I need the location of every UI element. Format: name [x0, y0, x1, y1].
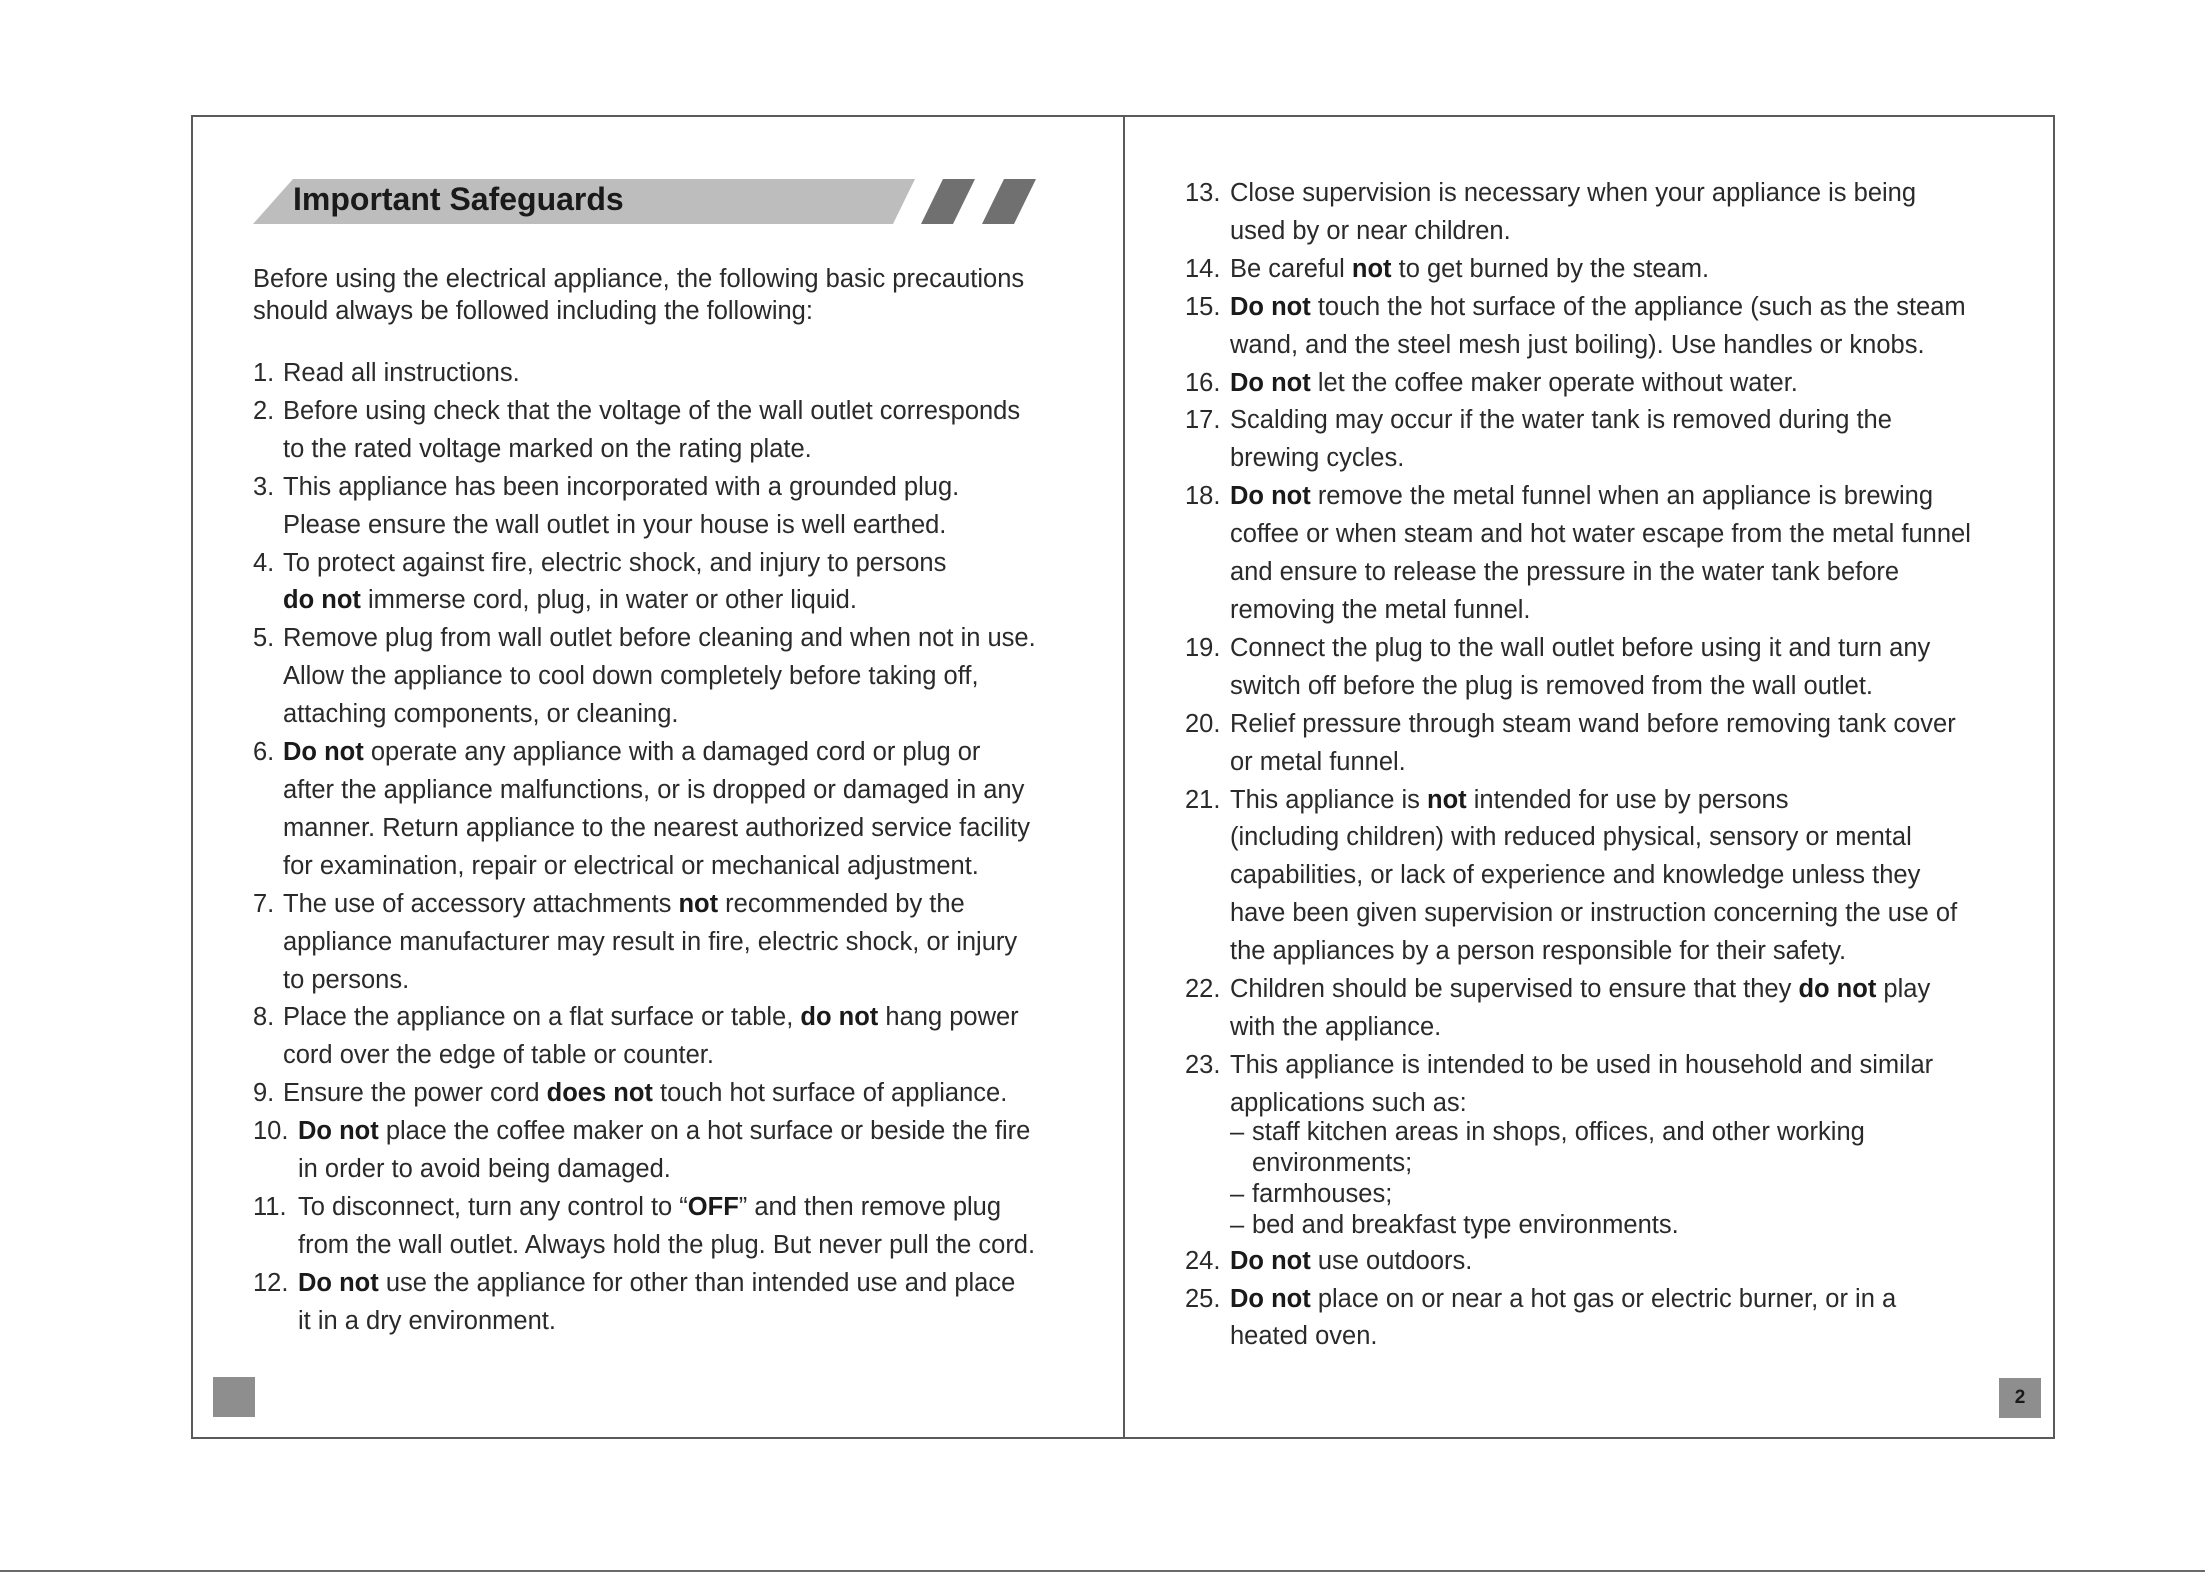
- item-line: [283, 355, 1113, 393]
- item-text: [283, 545, 1113, 621]
- item-text: [283, 734, 1113, 886]
- item-line: [1230, 554, 2045, 592]
- item-number: 8.: [253, 1003, 275, 1032]
- safeguard-item: [1185, 175, 2045, 251]
- item-line: [1230, 289, 2045, 327]
- text-segment: Ensure the power cord: [283, 1079, 547, 1108]
- item-line: [1230, 971, 2045, 1009]
- item-text: [1230, 1047, 2045, 1243]
- item-line: [283, 962, 1113, 1000]
- safeguards-list-right: [1185, 175, 2045, 1356]
- item-line: [1230, 933, 2045, 971]
- item-number: 1.: [253, 359, 275, 387]
- text-segment: cord over the edge of table or counter.: [283, 1041, 714, 1070]
- item-text: [1230, 175, 2045, 251]
- emphasis-text: do not: [1798, 975, 1877, 1004]
- text-segment: switch off before the plug is removed from the wall outlet.: [1230, 671, 1874, 700]
- dash-bullet: –: [1230, 1210, 1245, 1239]
- item-line: [1230, 213, 2045, 251]
- emphasis-text: Do not: [1230, 368, 1311, 397]
- item-line: [1230, 819, 2045, 857]
- text-segment: Allow the appliance to cool down completely before taking off,: [283, 662, 979, 691]
- item-line: [1230, 668, 2045, 706]
- item-text: [1230, 289, 2045, 365]
- item-text: [283, 469, 1113, 545]
- text-segment: To disconnect, turn any control to “: [298, 1192, 688, 1221]
- sub-list-item: [1230, 1210, 2045, 1241]
- safeguard-item: [253, 620, 1113, 734]
- item-number: 7.: [253, 889, 275, 918]
- item-number: 20.: [1185, 709, 1221, 738]
- text-segment: or metal funnel.: [1230, 747, 1406, 776]
- text-segment: This appliance is: [1230, 785, 1428, 814]
- banner-stripe-2: [982, 179, 1036, 224]
- intro-line: Before using the electrical appliance, the following basic precautions: [253, 265, 1025, 293]
- item-line: [283, 999, 1113, 1037]
- emphasis-text: Do not: [1230, 1246, 1311, 1275]
- safeguard-item: [1185, 1281, 2045, 1357]
- text-segment: operate any appliance with a damaged cord or plug or: [363, 738, 981, 767]
- text-segment: to the rated voltage marked on the rating plate.: [283, 434, 812, 463]
- item-number: 22.: [1185, 975, 1221, 1004]
- safeguard-item: [1185, 1047, 2045, 1243]
- item-line: [1230, 744, 2045, 782]
- item-line: [1230, 1243, 2045, 1281]
- text-segment: attaching components, or cleaning.: [283, 700, 679, 729]
- item-line: [1230, 478, 2045, 516]
- item-line: [283, 810, 1113, 848]
- text-segment: have been given supervision or instruction concerning the use of: [1230, 899, 1958, 928]
- text-segment: applications such as:: [1230, 1088, 1467, 1117]
- item-number: 12.: [253, 1268, 289, 1297]
- emphasis-text: does not: [546, 1079, 653, 1108]
- item-number: 15.: [1185, 292, 1221, 321]
- text-segment: Children should be supervised to ensure that they: [1230, 975, 1799, 1004]
- safeguard-item: [253, 734, 1113, 886]
- left-page: [191, 115, 1123, 1439]
- intro-line: should always be followed including the following:: [253, 297, 813, 325]
- safeguard-item: [253, 1075, 1113, 1113]
- emphasis-text: do not: [283, 586, 361, 615]
- emphasis-text: Do not: [298, 1268, 379, 1297]
- text-segment: to persons.: [283, 965, 410, 994]
- item-line: [298, 1113, 1113, 1151]
- text-segment: appliance manufacturer may result in fire, electric shock, or injury: [283, 927, 1018, 956]
- safeguard-item: [253, 1113, 1113, 1189]
- item-line: [283, 658, 1113, 696]
- item-number: 14.: [1185, 254, 1221, 283]
- text-segment: This appliance has been incorporated with a grounded plug.: [283, 472, 960, 501]
- text-segment: the appliances by a person responsible for their safety.: [1230, 937, 1847, 966]
- item-number: 25.: [1185, 1284, 1221, 1313]
- text-segment: in order to avoid being damaged.: [298, 1155, 671, 1184]
- text-segment: Read all instructions.: [283, 359, 520, 387]
- item-line: [1230, 1318, 2045, 1356]
- text-segment: ” and then remove plug: [738, 1192, 1002, 1221]
- item-text: [1230, 971, 2045, 1047]
- item-text: [298, 1113, 1113, 1189]
- item-line: [298, 1227, 1113, 1265]
- item-text: [1230, 1243, 2045, 1281]
- safeguard-item: [1185, 971, 2045, 1047]
- sub-item-line: staff kitchen areas in shops, offices, and other working: [1252, 1117, 1865, 1146]
- safeguard-item: [1185, 478, 2045, 630]
- text-segment: Please ensure the wall outlet in your house is well earthed.: [283, 510, 947, 539]
- safeguard-item: [1185, 365, 2045, 403]
- item-line: [283, 886, 1113, 924]
- sub-item-line: environments;: [1252, 1148, 1413, 1177]
- item-text: [283, 999, 1113, 1075]
- item-line: [1230, 1281, 2045, 1319]
- section-banner: [253, 177, 1073, 227]
- text-segment: Place the appliance on a flat surface or table,: [283, 1003, 801, 1032]
- item-line: [1230, 251, 2045, 289]
- text-segment: recommended by the: [718, 889, 965, 918]
- item-line: [283, 734, 1113, 772]
- text-segment: To protect against fire, electric shock, and injury to persons: [283, 548, 947, 577]
- text-segment: immerse cord, plug, in water or other liquid.: [360, 586, 857, 615]
- item-text: [1230, 782, 2045, 972]
- text-segment: Scalding may occur if the water tank is removed during the: [1230, 406, 1892, 435]
- item-number: 19.: [1185, 633, 1221, 662]
- item-number: 3.: [253, 472, 275, 501]
- item-line: [283, 696, 1113, 734]
- emphasis-text: Do not: [1230, 1284, 1311, 1313]
- item-line: [1230, 440, 2045, 478]
- item-number: 16.: [1185, 368, 1221, 397]
- safeguard-item: [1185, 706, 2045, 782]
- text-segment: Close supervision is necessary when your appliance is being: [1230, 179, 1917, 207]
- intro-paragraph: [253, 263, 1093, 327]
- item-line: [1230, 365, 2045, 403]
- sub-item-line: farmhouses;: [1252, 1179, 1393, 1208]
- item-line: [1230, 1047, 2045, 1085]
- dash-bullet: –: [1230, 1179, 1245, 1208]
- item-text: [1230, 478, 2045, 630]
- safeguard-item: [1185, 402, 2045, 478]
- text-segment: intended for use by persons: [1466, 785, 1789, 814]
- item-line: [298, 1189, 1113, 1227]
- item-text: [298, 1265, 1113, 1341]
- emphasis-text: Do not: [1230, 482, 1311, 511]
- safeguard-item: [253, 1189, 1113, 1265]
- item-text: [283, 620, 1113, 734]
- emphasis-text: not: [1427, 785, 1467, 814]
- item-line: [283, 772, 1113, 810]
- text-segment: it in a dry environment.: [298, 1306, 556, 1335]
- safeguard-item: [253, 999, 1113, 1075]
- sub-item-line: bed and breakfast type environments.: [1252, 1210, 1679, 1239]
- item-number: 9.: [253, 1079, 275, 1108]
- scan-edge-line: [0, 1570, 2205, 1572]
- item-line: [283, 924, 1113, 962]
- safeguard-item: [1185, 630, 2045, 706]
- item-number: 5.: [253, 624, 275, 653]
- item-text: [1230, 251, 2045, 289]
- safeguard-item: [1185, 1243, 2045, 1281]
- safeguards-list-left: [253, 355, 1113, 1341]
- text-segment: Remove plug from wall outlet before cleaning and when not in use.: [283, 624, 1036, 653]
- item-line: [283, 620, 1113, 658]
- text-segment: place the coffee maker on a hot surface or beside the fire: [378, 1117, 1031, 1146]
- text-segment: coffee or when steam and hot water escape from the metal funnel: [1230, 520, 1971, 549]
- text-segment: Relief pressure through steam wand before removing tank cover: [1230, 709, 1956, 738]
- text-segment: (including children) with reduced physical, sensory or mental: [1230, 823, 1912, 852]
- item-text: [283, 393, 1113, 469]
- sub-item-text: [1252, 1210, 1679, 1241]
- text-segment: Connect the plug to the wall outlet before using it and turn any: [1230, 633, 1931, 662]
- item-number: 17.: [1185, 406, 1221, 435]
- item-number: 2.: [253, 396, 275, 425]
- item-line: [298, 1303, 1113, 1341]
- item-line: [283, 1037, 1113, 1075]
- text-segment: The use of accessory attachments: [283, 889, 679, 918]
- text-segment: place on or near a hot gas or electric burner, or in a: [1310, 1284, 1897, 1313]
- text-segment: touch the hot surface of the appliance (such as the steam: [1310, 292, 1966, 321]
- sub-item-text: [1252, 1179, 1392, 1210]
- text-segment: let the coffee maker operate without water.: [1310, 368, 1798, 397]
- item-line: [1230, 857, 2045, 895]
- item-line: [283, 848, 1113, 886]
- section-title: Important Safeguards: [293, 181, 624, 217]
- emphasis-text: not: [1351, 254, 1392, 283]
- text-segment: capabilities, or lack of experience and knowledge unless they: [1230, 861, 1921, 890]
- text-segment: use outdoors.: [1310, 1246, 1473, 1275]
- text-segment: hang power: [878, 1003, 1019, 1032]
- item-line: [283, 393, 1113, 431]
- safeguard-item: [1185, 782, 2045, 972]
- item-line: [1230, 895, 2045, 933]
- text-segment: with the appliance.: [1230, 1012, 1442, 1041]
- item-number: 11.: [253, 1192, 287, 1221]
- item-line: [1230, 175, 2045, 213]
- banner-stripe-1: [921, 179, 975, 224]
- text-segment: and ensure to release the pressure in the water tank before: [1230, 558, 1900, 587]
- text-segment: for examination, repair or electrical or mechanical adjustment.: [283, 851, 979, 880]
- item-number: 21.: [1185, 785, 1221, 814]
- item-line: [298, 1151, 1113, 1189]
- item-number: 24.: [1185, 1246, 1221, 1275]
- item-line: [1230, 630, 2045, 668]
- emphasis-text: do not: [800, 1003, 879, 1032]
- sub-list: [1230, 1117, 2045, 1241]
- safeguard-item: [253, 355, 1113, 393]
- emphasis-text: Do not: [1230, 292, 1311, 321]
- safeguard-item: [1185, 251, 2045, 289]
- safeguard-item: [253, 1265, 1113, 1341]
- text-segment: to get burned by the steam.: [1391, 254, 1710, 283]
- text-segment: from the wall outlet. Always hold the plug. But never pull the cord.: [298, 1230, 1036, 1259]
- item-number: 23.: [1185, 1050, 1221, 1079]
- text-segment: brewing cycles.: [1230, 444, 1405, 473]
- text-segment: remove the metal funnel when an appliance is brewing: [1310, 482, 1934, 511]
- item-number: 18.: [1185, 482, 1221, 511]
- text-segment: Be careful: [1230, 254, 1352, 283]
- text-segment: used by or near children.: [1230, 216, 1511, 245]
- item-text: [283, 355, 1113, 393]
- safeguard-item: [253, 545, 1113, 621]
- safeguard-item: [253, 886, 1113, 1000]
- item-line: [1230, 782, 2045, 820]
- sub-list-item: [1230, 1179, 2045, 1210]
- emphasis-text: Do not: [298, 1117, 379, 1146]
- emphasis-text: Do not: [283, 738, 364, 767]
- item-line: [283, 431, 1113, 469]
- item-number: 10.: [253, 1117, 289, 1146]
- item-line: [1230, 327, 2045, 365]
- safeguard-item: [253, 469, 1113, 545]
- sub-item-text: [1252, 1117, 1865, 1179]
- item-text: [1230, 402, 2045, 478]
- item-line: [1230, 592, 2045, 630]
- item-text: [298, 1189, 1113, 1265]
- text-segment: wand, and the steel mesh just boiling). Use handles or knobs.: [1230, 330, 1925, 359]
- item-text: [283, 886, 1113, 1000]
- item-text: [283, 1075, 1113, 1113]
- page-number: 2: [1999, 1378, 2041, 1418]
- item-line: [1230, 706, 2045, 744]
- sub-list-item: [1230, 1117, 2045, 1179]
- item-number: 4.: [253, 548, 275, 577]
- item-text: [1230, 630, 2045, 706]
- emphasis-text: not: [678, 889, 719, 918]
- item-line: [283, 582, 1113, 620]
- item-line: [1230, 516, 2045, 554]
- safeguard-item: [253, 393, 1113, 469]
- item-number: 13.: [1185, 179, 1221, 207]
- text-segment: Before using check that the voltage of the wall outlet corresponds: [283, 396, 1021, 425]
- item-line: [283, 469, 1113, 507]
- item-line: [1230, 402, 2045, 440]
- emphasis-text: OFF: [687, 1192, 739, 1221]
- text-segment: heated oven.: [1230, 1322, 1378, 1351]
- text-segment: play: [1876, 975, 1931, 1004]
- text-segment: removing the metal funnel.: [1230, 595, 1531, 624]
- item-line: [283, 507, 1113, 545]
- item-text: [1230, 365, 2045, 403]
- text-segment: after the appliance malfunctions, or is dropped or damaged in any: [283, 775, 1025, 804]
- item-line: [283, 1075, 1113, 1113]
- text-segment: manner. Return appliance to the nearest authorized service facility: [283, 813, 1030, 842]
- item-text: [1230, 706, 2045, 782]
- item-line: [1230, 1009, 2045, 1047]
- item-text: [1230, 1281, 2045, 1357]
- item-line: [283, 545, 1113, 583]
- text-segment: touch hot surface of appliance.: [652, 1079, 1008, 1108]
- text-segment: use the appliance for other than intended use and place: [378, 1268, 1016, 1297]
- text-segment: This appliance is intended to be used in household and similar: [1230, 1050, 1934, 1079]
- right-page: [1125, 115, 2055, 1439]
- page-marker-left: [213, 1377, 255, 1417]
- safeguard-item: [1185, 289, 2045, 365]
- item-line: [298, 1265, 1113, 1303]
- item-number: 6.: [253, 738, 275, 767]
- dash-bullet: –: [1230, 1117, 1245, 1146]
